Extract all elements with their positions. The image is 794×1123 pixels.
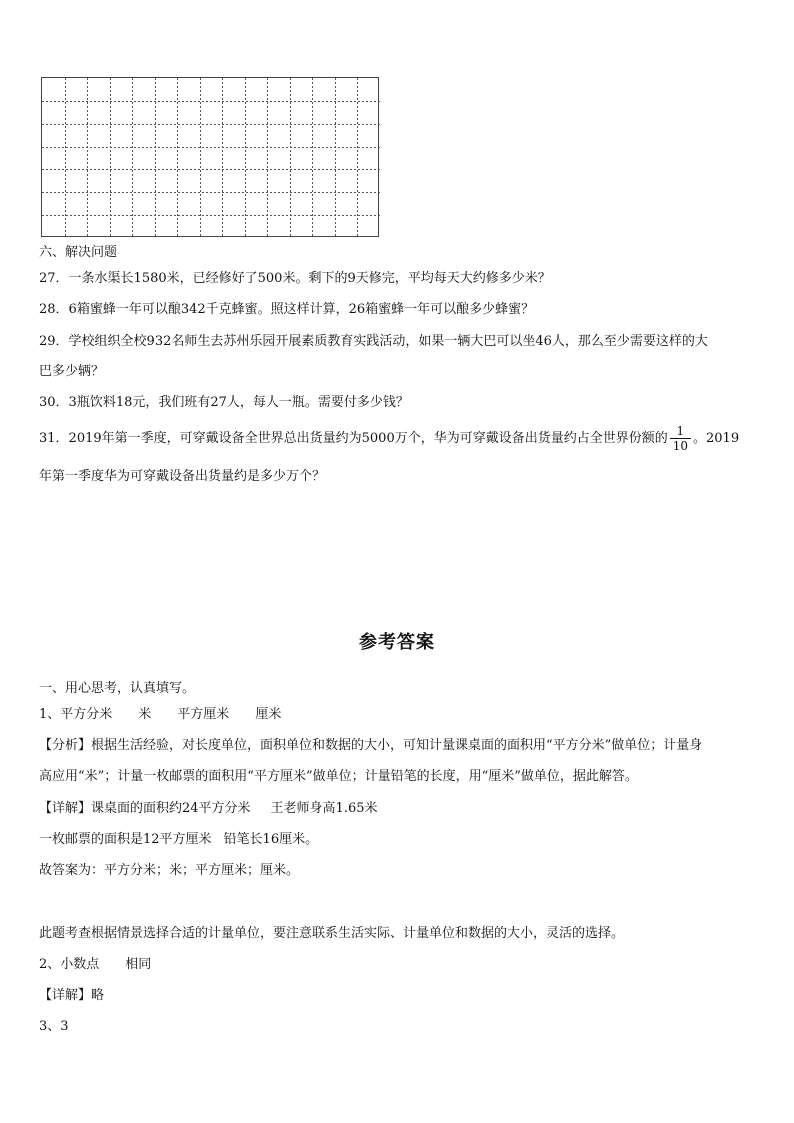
- answer-2-item: 2、小数点: [39, 957, 100, 972]
- question-31-line1: [39, 424, 739, 453]
- answer-1-item: 厘米: [255, 707, 282, 722]
- section-6-heading: 六、解决问题: [39, 245, 118, 260]
- answer-2-item: 相同: [125, 957, 152, 972]
- writing-grid: [41, 77, 379, 237]
- question-31-text: 31．2019年第一季度，可穿戴设备全世界总出货量约为5000万个，华为可穿戴设备出货量约占全世界份额的: [39, 431, 668, 446]
- answer-1-detail-b: 王老师身高1.65米: [270, 801, 378, 816]
- question-30: 30．3瓶饮料18元，我们班有27人，每人一瓶。需要付多少钱？: [39, 395, 409, 410]
- question-29-line2: 巴多少辆？: [39, 364, 105, 379]
- answer-1: [39, 706, 281, 724]
- answer-3: 3、3: [39, 1019, 69, 1034]
- answer-1-detail-line1: [39, 800, 378, 818]
- answer-1-item: 米: [138, 707, 152, 722]
- fraction-one-tenth: [670, 424, 691, 453]
- answer-1-detail-d: 铅笔长16厘米。: [223, 832, 319, 847]
- answer-1-detail-a: 【详解】课桌面的面积约24平方分米: [39, 801, 251, 816]
- question-28: 28．6箱蜜蜂一年可以酿342千克蜂蜜。照这样计算，26箱蜜蜂一年可以酿多少蜂蜜？: [39, 302, 535, 317]
- answer-1-analysis-line1: 【分析】根据生活经验，对长度单位，面积单位和数据的大小，可知计量课桌面的面积用“平方分米”做单位；计量身: [39, 738, 703, 753]
- fraction-denominator: 10: [672, 439, 688, 453]
- question-27: 27．一条水渠长1580米，已经修好了500米。剩下的9天修完，平均每天大约修多少米？: [39, 271, 551, 286]
- answer-2-detail: 【详解】略: [39, 988, 105, 1003]
- question-31-year: 。2019: [693, 431, 740, 446]
- answer-2: [39, 956, 151, 974]
- answer-1-item: 平方厘米: [177, 707, 230, 722]
- answers-section-1-heading: 一、用心思考，认真填写。: [39, 681, 196, 696]
- fraction-numerator: 1: [670, 424, 691, 439]
- question-31-line2: 年第一季度华为可穿戴设备出货量约是多少万个？: [39, 469, 326, 484]
- question-29-line1: 29．学校组织全校932名师生去苏州乐园开展素质教育实践活动，如果一辆大巴可以坐46人，那么至少需要这样的大: [39, 334, 708, 349]
- answer-1-comment: 此题考查根据情景选择合适的计量单位，要注意联系生活实际、计量单位和数据的大小，灵活的选择。: [39, 926, 625, 941]
- answers-title: 参考答案: [359, 632, 435, 653]
- answer-1-detail-line2: [39, 831, 318, 849]
- answer-1-analysis-line2: 高应用“米”；计量一枚邮票的面积用“平方厘米”做单位；计量铅笔的长度，用“厘米”做单位，据此解答。: [39, 769, 638, 784]
- answer-1-item: 1、平方分米: [39, 707, 113, 722]
- answer-1-result: 故答案为：平方分米；米；平方厘米；厘米。: [39, 863, 300, 878]
- writing-grid-lines: [42, 78, 380, 238]
- answer-1-detail-c: 一枚邮票的面积是12平方厘米: [39, 832, 212, 847]
